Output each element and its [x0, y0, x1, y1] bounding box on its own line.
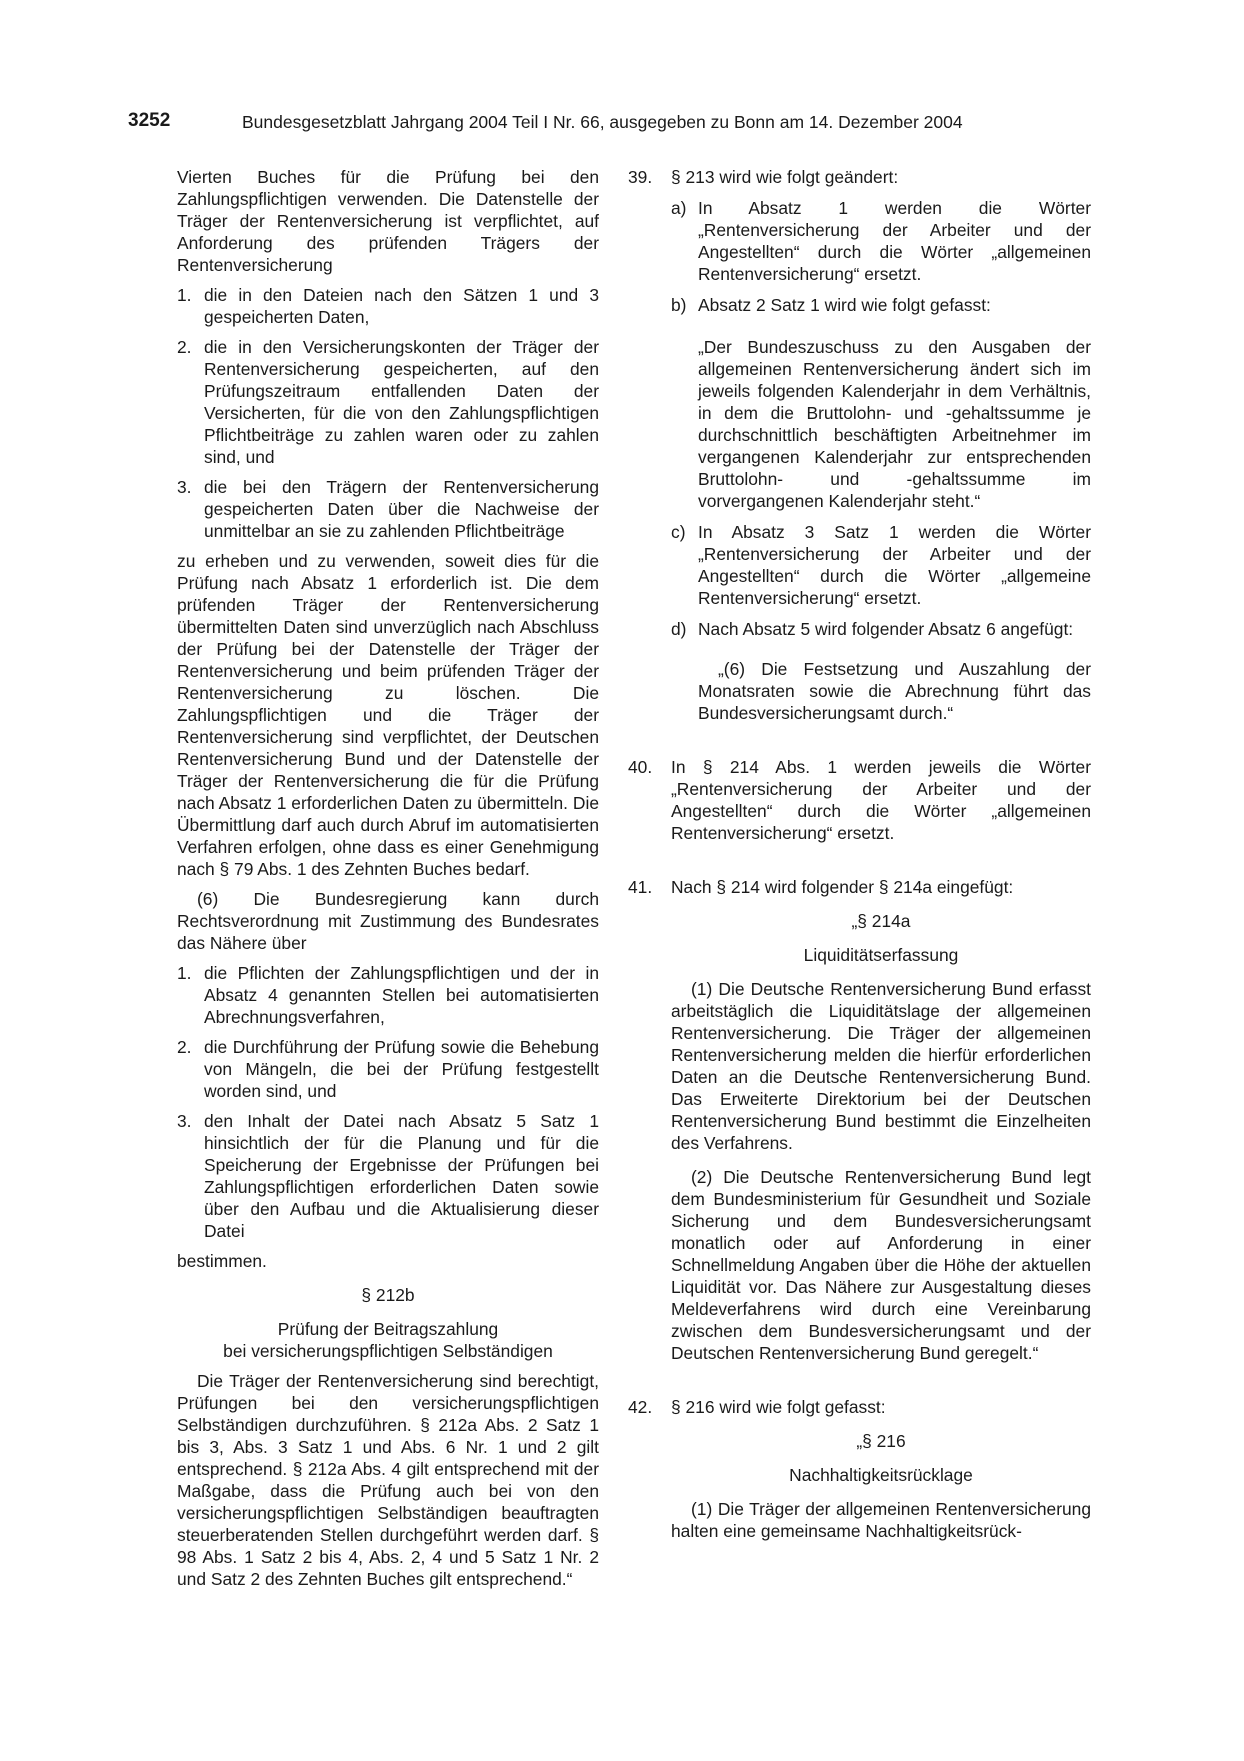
list-number: 1.	[177, 963, 192, 983]
section-title: bei versicherungspflichtigen Selbständigen	[223, 1341, 553, 1361]
section-title: Liquiditätserfassung	[803, 945, 959, 965]
intro-paragraph: Vierten Buches für die Prüfung bei den Zahlungspflichtigen verwenden. Die Datenstelle der Träger der Rentenversicherung ist verpflichtet, auf Anforderung des prüfenden Trägers der Rentenversicherung	[177, 167, 599, 275]
right-column	[628, 166, 1091, 1542]
sub-item-text: Nach Absatz 5 wird folgender Absatz 6 angefügt:	[698, 619, 1074, 639]
sub-item-text: In Absatz 3 Satz 1 werden die Wörter „Rentenversicherung der Arbeiter und der Angestellten“ durch die Wörter „allgemeine Rentenversicherung“ ersetzt.	[698, 522, 1091, 608]
list-text: die Pflichten der Zahlungspflichtigen und der in Absatz 4 genannten Stellen bei automatisierten Abrechnungsverfahren,	[204, 963, 599, 1027]
sub-item-b	[671, 294, 1091, 316]
list-text: die in den Dateien nach den Sätzen 1 und 3 gespeicherten Daten,	[204, 285, 599, 327]
item-text: § 213 wird wie folgt geändert:	[671, 167, 899, 187]
amendment-item-41	[628, 876, 1091, 1364]
list-item	[177, 1110, 599, 1242]
body-paragraph: zu erheben und zu verwenden, soweit dies für die Prüfung nach Absatz 1 erforderlich ist. Die dem prüfenden Träger der Rentenversicherung übermittelten Daten sind unverzüglich nach Abschluss der Prüfung bei der Datenstelle der Träger der Rentenversicherung und beim prüfenden Träger der Rentenversicherung zu löschen. Die Zahlungspflichtigen und die Träger der Rentenversicherung sind verpflichtet, der Deutschen Rentenversicherung Bund und der Datenstelle der Träger der Rentenversicherung die für die Prüfung nach Absatz 1 erforderlichen Daten zu übermitteln. Die Übermittlung darf auch durch Abruf im automatisierten Verfahren erfolgen, ohne dass es einer Genehmigung nach § 79 Abs. 1 des Zehnten Buches bedarf.	[177, 551, 599, 879]
list-number: 2.	[177, 1037, 192, 1057]
left-column	[177, 166, 599, 1590]
sub-item-label: c)	[671, 522, 686, 542]
list-number: 1.	[177, 285, 192, 305]
sub-item-a	[671, 197, 1091, 285]
list-number: 3.	[177, 1111, 192, 1131]
section-title: Nachhaltigkeitsrücklage	[789, 1465, 973, 1485]
item-number: 41.	[628, 877, 653, 897]
sub-item-label: d)	[671, 619, 687, 639]
list-item	[177, 284, 599, 328]
list-number: 2.	[177, 337, 192, 357]
sub-item-label: a)	[671, 198, 687, 218]
amendment-item-39	[628, 166, 1091, 724]
body-paragraph: (1) Die Träger der allgemeinen Rentenversicherung halten eine gemeinsame Nachhaltigkeitsrück-	[671, 1499, 1091, 1541]
sub-item-c	[671, 521, 1091, 609]
section-number: „§ 216	[856, 1431, 906, 1451]
quoted-text: „Der Bundeszuschuss zu den Ausgaben der allgemeinen Rentenversicherung ändert sich im jeweils folgenden Kalenderjahr in dem Verhältnis, in dem die Bruttolohn- und -gehaltssumme je durchschnittlich beschäftigten Arbeitnehmer im vergangenen Kalenderjahr zur entsprechenden Bruttolohn- und -gehaltssumme im vorvergangenen Kalenderjahr steht.“	[698, 337, 1091, 511]
list-item	[177, 476, 599, 542]
sub-item-text: Absatz 2 Satz 1 wird wie folgt gefasst:	[698, 295, 991, 315]
section-number: § 212b	[361, 1285, 415, 1305]
list-item	[177, 1036, 599, 1102]
amendment-item-40	[628, 756, 1091, 844]
item-text: Nach § 214 wird folgender § 214a eingefügt:	[671, 877, 1014, 897]
gazette-header: Bundesgesetzblatt Jahrgang 2004 Teil I Nr. 66, ausgegeben zu Bonn am 14. Dezember 2004	[242, 112, 963, 132]
amendment-item-42	[628, 1396, 1091, 1542]
item-text: In § 214 Abs. 1 werden jeweils die Wörter „Rentenversicherung der Arbeiter und der Angestellten“ durch die Wörter „allgemeinen Rentenversicherung“ ersetzt.	[671, 757, 1091, 843]
section-number: „§ 214a	[851, 911, 911, 931]
body-paragraph: Die Träger der Rentenversicherung sind berechtigt, Prüfungen bei den versicherungspflichtigen Selbständigen durchzuführen. § 212a Abs. 2 Satz 1 bis 3, Abs. 3 Satz 1 und Abs. 6 Nr. 1 und 2 gilt entsprechend. § 212a Abs. 4 gilt entsprechend mit der Maßgabe, dass die Prüfung auch bei von den versicherungspflichtigen Selbständigen beauftragten steuerberatenden Stellen durchgeführt werden darf. § 98 Abs. 1 Satz 2 bis 4, Abs. 2, 4 und 5 Satz 1 Nr. 2 und Satz 2 des Zehnten Buches gilt entsprechend.“	[177, 1371, 599, 1589]
body-paragraph: (1) Die Deutsche Rentenversicherung Bund erfasst arbeitstäglich die Liquiditätslage der allgemeinen Rentenversicherung. Die Träger der allgemeinen Rentenversicherung melden die hierfür erforderlichen Daten an die Deutsche Rentenversicherung Bund. Das Erweiterte Direktorium bei der Deutschen Rentenversicherung Bund bestimmt die Einzelheiten des Verfahrens.	[671, 979, 1091, 1153]
item-number: 40.	[628, 757, 653, 777]
list-item	[177, 336, 599, 468]
body-paragraph: bestimmen.	[177, 1251, 267, 1271]
body-paragraph: (6) Die Bundesregierung kann durch Rechtsverordnung mit Zustimmung des Bundesrates das Nähere über	[177, 889, 599, 953]
item-text: § 216 wird wie folgt gefasst:	[671, 1397, 886, 1417]
list-text: den Inhalt der Datei nach Absatz 5 Satz 1 hinsichtlich der für die Planung und für die Speicherung der Ergebnisse der Prüfungen bei Zahlungspflichtigen erforderlichen Daten sowie über den Aufbau und die Aktualisierung dieser Datei	[204, 1111, 599, 1241]
item-number: 39.	[628, 167, 653, 187]
list-text: die bei den Trägern der Rentenversicherung gespeicherten Daten über die Nachweise der unmittelbar an sie zu zahlenden Pflichtbeiträge	[204, 477, 599, 541]
list-text: die Durchführung der Prüfung sowie die Behebung von Mängeln, die bei der Prüfung festgestellt worden sind, und	[204, 1037, 599, 1101]
sub-item-text: In Absatz 1 werden die Wörter „Rentenversicherung der Arbeiter und der Angestellten“ durch die Wörter „allgemeinen Rentenversicherung“ ersetzt.	[698, 198, 1091, 284]
quoted-text: „(6) Die Festsetzung und Auszahlung der Monatsraten sowie die Abrechnung führt das Bundesversicherungsamt durch.“	[698, 659, 1091, 723]
list-item	[177, 962, 599, 1028]
list-text: die in den Versicherungskonten der Träger der Rentenversicherung gespeicherten, auf den Prüfungszeitraum entfallenden Daten der Versicherten, für die von den Zahlungspflichtigen Pflichtbeiträge zu zahlen waren oder zu zahlen sind, und	[204, 337, 599, 467]
page-number: 3252	[128, 110, 171, 131]
list-number: 3.	[177, 477, 192, 497]
sub-item-label: b)	[671, 295, 687, 315]
body-paragraph: (2) Die Deutsche Rentenversicherung Bund legt dem Bundesministerium für Gesundheit und Soziale Sicherung und dem Bundesversicherungsamt monatlich oder auf Anforderung in einer Schnellmeldung Angaben über die Höhe der aktuellen Liquidität vor. Das Nähere zur Ausgestaltung dieses Meldeverfahrens wird durch eine Vereinbarung zwischen dem Bundesversicherungsamt und der Deutschen Rentenversicherung Bund geregelt.“	[671, 1167, 1091, 1363]
section-title: Prüfung der Beitragszahlung	[277, 1319, 499, 1339]
sub-item-d	[671, 618, 1091, 640]
item-number: 42.	[628, 1397, 653, 1417]
